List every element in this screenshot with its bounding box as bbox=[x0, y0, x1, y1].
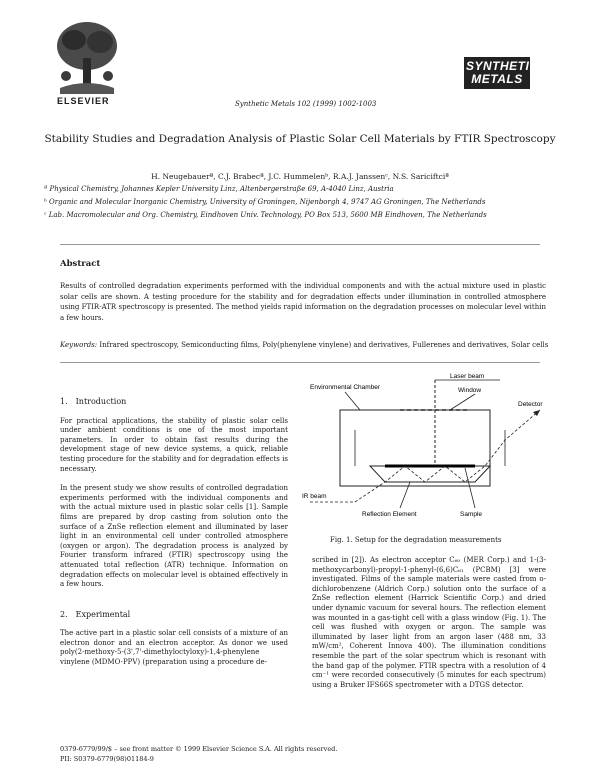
journal-reference: Synthetic Metals 102 (1999) 1002-1003 bbox=[235, 100, 377, 108]
left-column bbox=[60, 397, 288, 678]
label-sample: Sample bbox=[460, 511, 483, 518]
affiliation-c: ᶜ Lab. Macromolecular and Org. Chemistry, Eindhoven Univ. Technology, PO Box 513, 5600 MB Eindhoven, The Netherlands bbox=[44, 211, 487, 219]
publisher-name: ELSEVIER bbox=[57, 96, 110, 106]
affiliation-a: ª Physical Chemistry, Johannes Kepler University Linz, Altenbergerstraße 69, A-4040 Linz, Austria bbox=[44, 185, 394, 193]
right-column bbox=[312, 556, 546, 700]
intro-heading: 1. Introduction bbox=[60, 397, 127, 406]
experimental-paragraph-2: scribed in [2]). As electron acceptor C₆₀ (MER Corp.) and 1-(3-methoxycarbonyl)-propyl-1-phenyl-(6,6)C₆₁ (PCBM) [3] were investigated. Films of the sample materials were casted from o-dichlorobenzene (Aldrich Corp.) solution onto the surface of a ZnSe reflection element (Harrick Scientific Corp.) and dried under dynamic vacuum for several hours. The reflection element was mounted in a gas-tight cell with a glass window (Fig. 1). The cell was flushed with oxygen or argon. The sample was illuminated by laser light from an argon laser (488 nm, 33 mW/cm², Coherent Innova 400). The illumination conditions resemble the part of the solar spectrum which is resonant with the band gap of the polymer. FTIR spectra with a resolution of 4 cm⁻¹ were recorded consecutively (5 minutes for each spectrum) using a Bruker IFS66S spectrometer with a DTGS detector. bbox=[312, 556, 546, 689]
keywords-label: Keywords: bbox=[60, 341, 98, 349]
abstract-text: Results of controlled degradation experiments performed with the individual components and with the actual mixture used in plastic solar cells are shown. A testing procedure for the stability and for degradation effects under illumination in controlled atmosphere using FTIR-ATR spectroscopy is presented. The method yields rapid information on the degradation processes on molecular level within a few hours. bbox=[60, 282, 546, 322]
ir-beam-path bbox=[310, 410, 540, 502]
keywords-text: Infrared spectroscopy, Semiconducting films, Poly(phenylene vinylene) and derivatives, Fullerenes and derivatives, Solar cells bbox=[99, 341, 549, 349]
setup-diagram bbox=[300, 370, 560, 530]
intro-paragraph-2: In the present study we show results of controlled degradation experiments performed with the individual components and with the actual mixture used in plastic solar cells [1]. Sample films are prepared by drop casting from solution onto the surface of a ZnSe reflection element and illuminated by laser light in an environmental cell under controlled atmosphere (oxygen or argon). The degradation process is analyzed by Fourier transform infrared (FTIR) spectroscopy using the attenuated total reflection (ATR) technique. Information on degradation effects on molecular level is obtained effectively in a few hours. bbox=[60, 484, 288, 589]
author-list: H. Neugebauerª, C.J. Brabecª, J.C. Hummelenᵇ, R.A.J. Janssenᶜ, N.S. Sariciftciª bbox=[151, 172, 449, 181]
figure-caption: Fig. 1. Setup for the degradation measurements bbox=[330, 536, 502, 544]
chamber-outline bbox=[340, 410, 490, 486]
label-environmental-chamber: Environmental Chamber bbox=[310, 384, 381, 391]
keywords-line bbox=[60, 341, 550, 349]
footer-pii: PII: S0379-6779(98)01184-9 bbox=[60, 755, 154, 763]
journal-logo-line-1: SYNTHETIC bbox=[466, 59, 539, 73]
divider-top bbox=[60, 244, 540, 245]
reflection-element-shape bbox=[370, 466, 490, 482]
label-laser-beam: Laser beam bbox=[450, 373, 485, 380]
paper-title: Stability Studies and Degradation Analysis of Plastic Solar Cell Materials by FTIR Spectroscopy bbox=[44, 133, 556, 145]
label-detector: Detector bbox=[518, 401, 543, 408]
divider-bottom bbox=[60, 362, 540, 363]
elsevier-tree-logo bbox=[52, 18, 122, 96]
journal-logo-line-2: METALS bbox=[471, 72, 523, 86]
window-label-leader bbox=[450, 394, 475, 410]
journal-logo bbox=[464, 57, 539, 89]
footer-copyright: 0379-6779/99/$ – see front matter © 1999 Elsevier Science S.A. All rights reserved. bbox=[60, 745, 338, 753]
experimental-heading: 2. Experimental bbox=[60, 609, 131, 619]
label-ir-beam: IR beam bbox=[302, 493, 327, 500]
experimental-paragraph-1: The active part in a plastic solar cell consists of a mixture of an electron donor and an electron acceptor. As donor we used poly(2-methoxy-5-(3',7'-dimethyloctyloxy)-1,4-phenylene vinylene (MDMO-PPV) (preparation using a procedure de- bbox=[60, 629, 288, 667]
affiliation-b: ᵇ Organic and Molecular Inorganic Chemistry, University of Groningen, Nijenborgh 4, 9747 AG Groningen, The Netherlands bbox=[44, 198, 486, 206]
abstract-heading: Abstract bbox=[60, 259, 101, 269]
label-reflection-element: Reflection Element bbox=[362, 511, 417, 518]
label-window: Window bbox=[458, 387, 482, 394]
intro-paragraph-1: For practical applications, the stability of plastic solar cells under ambient conditions is one of the most important parameters. In order to obtain fast results during the development stage of new device systems, a quick, reliable testing procedure for the stability and for degradation effects is necessary. bbox=[60, 416, 288, 473]
